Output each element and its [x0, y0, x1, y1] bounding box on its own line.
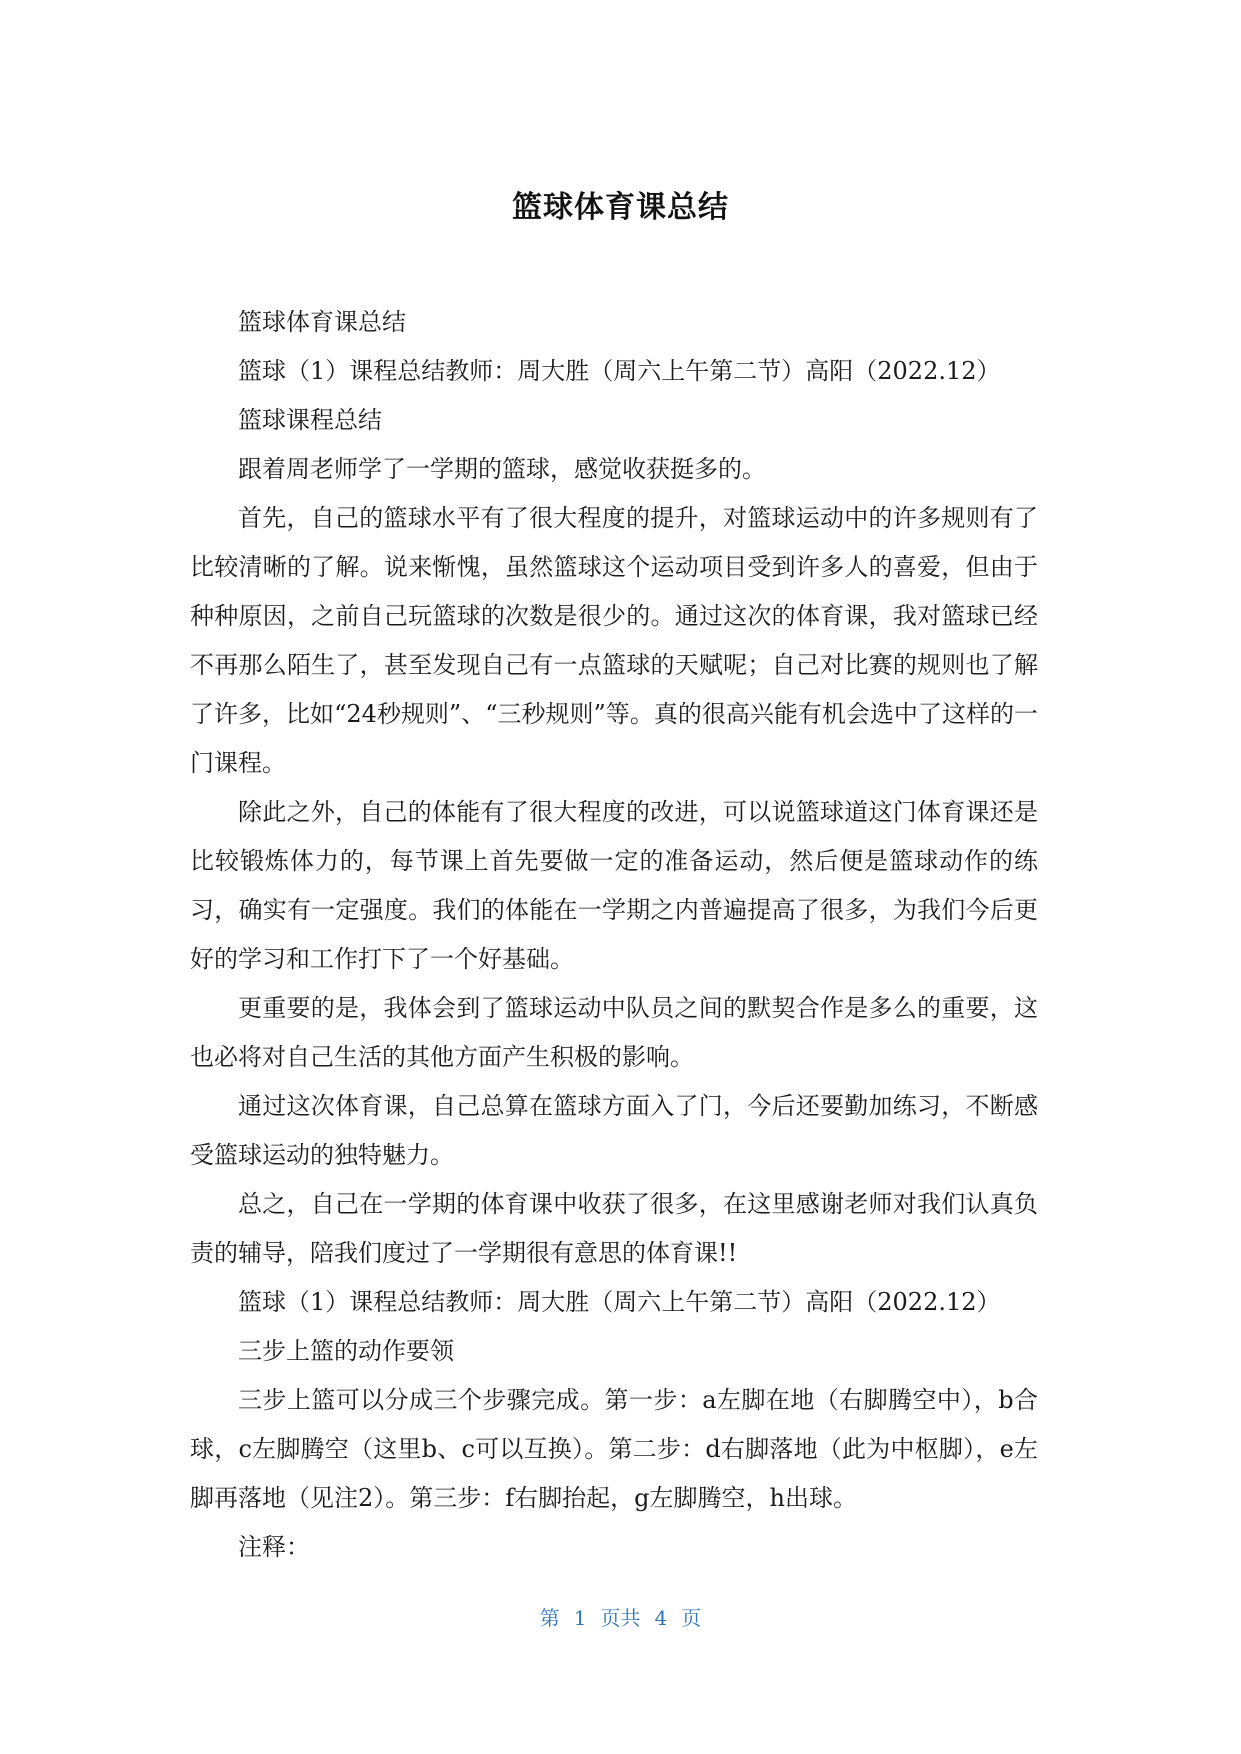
paragraph: 注释： — [238, 1533, 310, 1561]
paragraph: 更重要的是，我体会到了篮球运动中队员之间的默契合作是多么的重要，这也必将对自己生活的其他方面产生积极的影响。 — [190, 994, 1038, 1071]
page-label-mid: 页共 — [600, 1606, 641, 1630]
page-footer — [0, 1604, 1241, 1632]
paragraph: 除此之外，自己的体能有了很大程度的改进，可以说篮球道这门体育课还是比较锻炼体力的，每节课上首先要做一定的准备运动，然后便是篮球动作的练习，确实有一定强度。我们的体能在一学期之内普遍提高了很多，为我们今后更好的学习和工作打下了一个好基础。 — [190, 798, 1038, 973]
paragraph: 三步上篮可以分成三个步骤完成。第一步：a左脚在地（右脚腾空中），b合球，c左脚腾空（这里b、c可以互换）。第二步：d右脚落地（此为中枢脚），e左脚再落地（见注2）。第三步：f右脚抬起，g左脚腾空，h出球。 — [190, 1386, 1038, 1512]
current-page-number: 1 — [573, 1606, 587, 1630]
page-label-suffix: 页 — [681, 1606, 702, 1630]
paragraph: 跟着周老师学了一学期的篮球，感觉收获挺多的。 — [238, 455, 766, 483]
document-title: 篮球体育课总结 — [512, 190, 729, 225]
total-page-count: 4 — [654, 1606, 668, 1630]
paragraph: 通过这次体育课，自己总算在篮球方面入了门，今后还要勤加练习，不断感受篮球运动的独特魅力。 — [190, 1092, 1038, 1169]
paragraph: 篮球课程总结 — [238, 406, 382, 434]
page-label-prefix: 第 — [539, 1606, 560, 1630]
paragraph: 首先，自己的篮球水平有了很大程度的提升，对篮球运动中的许多规则有了比较清晰的了解。说来惭愧，虽然篮球这个运动项目受到许多人的喜爱，但由于种种原因，之前自己玩篮球的次数是很少的。通过这次的体育课，我对篮球已经不再那么陌生了，甚至发现自己有一点篮球的天赋呢；自己对比赛的规则也了解了许多，比如“24秒规则”、“三秒规则”等。真的很高兴能有机会选中了这样的一门课程。 — [190, 504, 1038, 777]
paragraph: 总之，自己在一学期的体育课中收获了很多，在这里感谢老师对我们认真负责的辅导，陪我们度过了一学期很有意思的体育课!! — [190, 1190, 1038, 1267]
document-body — [190, 298, 1038, 1572]
paragraph: 篮球（1）课程总结教师：周大胜（周六上午第二节）高阳（2022.12） — [238, 357, 1001, 385]
paragraph: 三步上篮的动作要领 — [238, 1337, 454, 1365]
paragraph: 篮球体育课总结 — [238, 308, 406, 336]
paragraph: 篮球（1）课程总结教师：周大胜（周六上午第二节）高阳（2022.12） — [238, 1288, 1001, 1316]
